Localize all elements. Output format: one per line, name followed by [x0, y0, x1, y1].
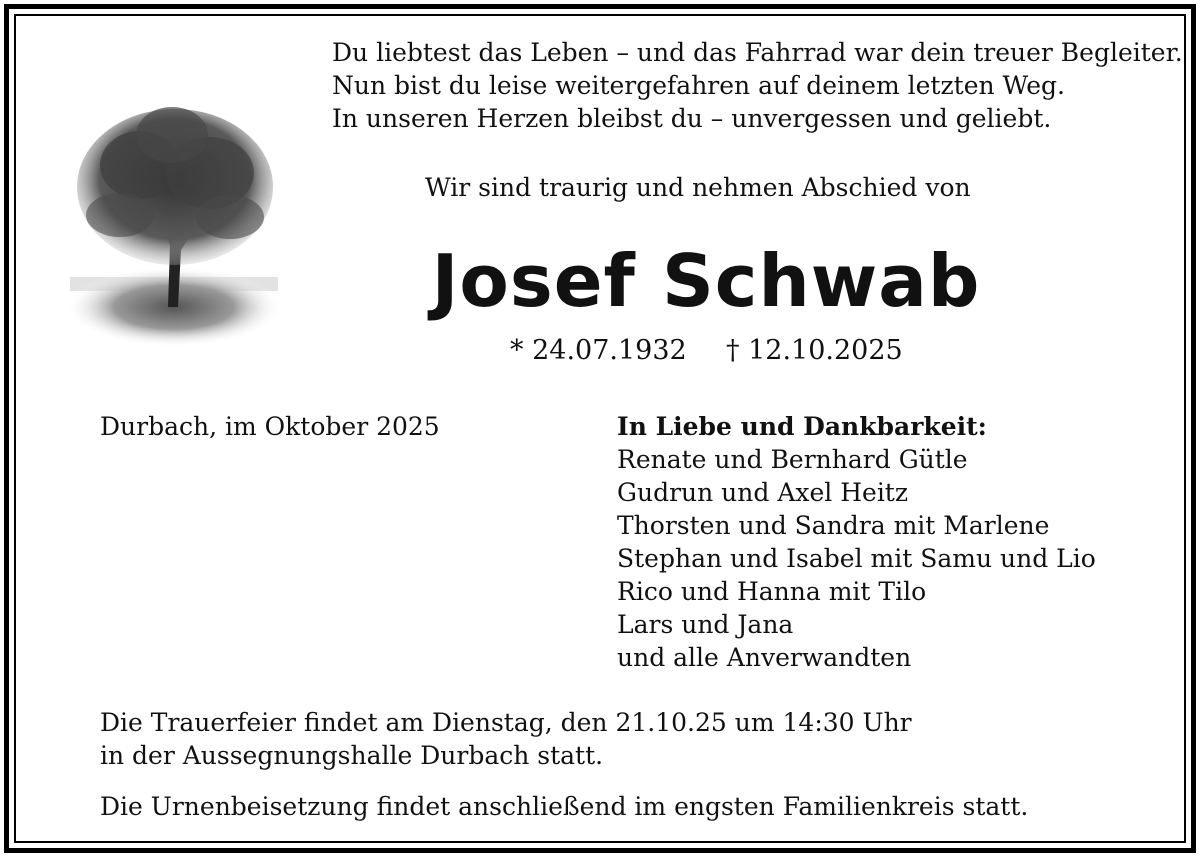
verse-line: Nun bist du leise weitergefahren auf deinem letzten Weg.: [332, 71, 1065, 100]
verse-line: Du liebtest das Leben – und das Fahrrad war dein treuer Begleiter.: [332, 38, 1183, 67]
service-line: in der Aussegnungshalle Durbach statt.: [100, 741, 604, 770]
mourner-entry: Stephan und Isabel mit Samu und Lio: [617, 544, 1096, 573]
mourner-entry: und alle Anverwandten: [617, 643, 912, 672]
mourners-list: [617, 410, 1096, 674]
mourner-entry: Gudrun und Axel Heitz: [617, 478, 909, 507]
mourner-entry: Lars und Jana: [617, 610, 794, 639]
verse-line: In unseren Herzen bleibst du – unvergessen und geliebt.: [332, 104, 1052, 133]
urn-burial-info: Die Urnenbeisetzung findet anschließend im engsten Familienkreis statt.: [100, 792, 1029, 821]
mourners-heading: In Liebe und Dankbarkeit:: [617, 412, 987, 441]
mourner-entry: Thorsten und Sandra mit Marlene: [617, 511, 1050, 540]
memorial-verse: [332, 36, 1183, 135]
service-line: Die Trauerfeier findet am Dienstag, den 21.10.25 um 14:30 Uhr: [100, 708, 912, 737]
place-date: Durbach, im Oktober 2025: [100, 412, 440, 441]
birth-date: * 24.07.1932: [510, 335, 687, 366]
deceased-name: Josef Schwab: [431, 239, 981, 323]
mourner-entry: Rico und Hanna mit Tilo: [617, 577, 927, 606]
farewell-intro: Wir sind traurig und nehmen Abschied von: [425, 173, 971, 202]
mourner-entry: Renate und Bernhard Gütle: [617, 445, 968, 474]
death-date: † 12.10.2025: [726, 335, 903, 366]
funeral-service-info: [100, 706, 912, 772]
